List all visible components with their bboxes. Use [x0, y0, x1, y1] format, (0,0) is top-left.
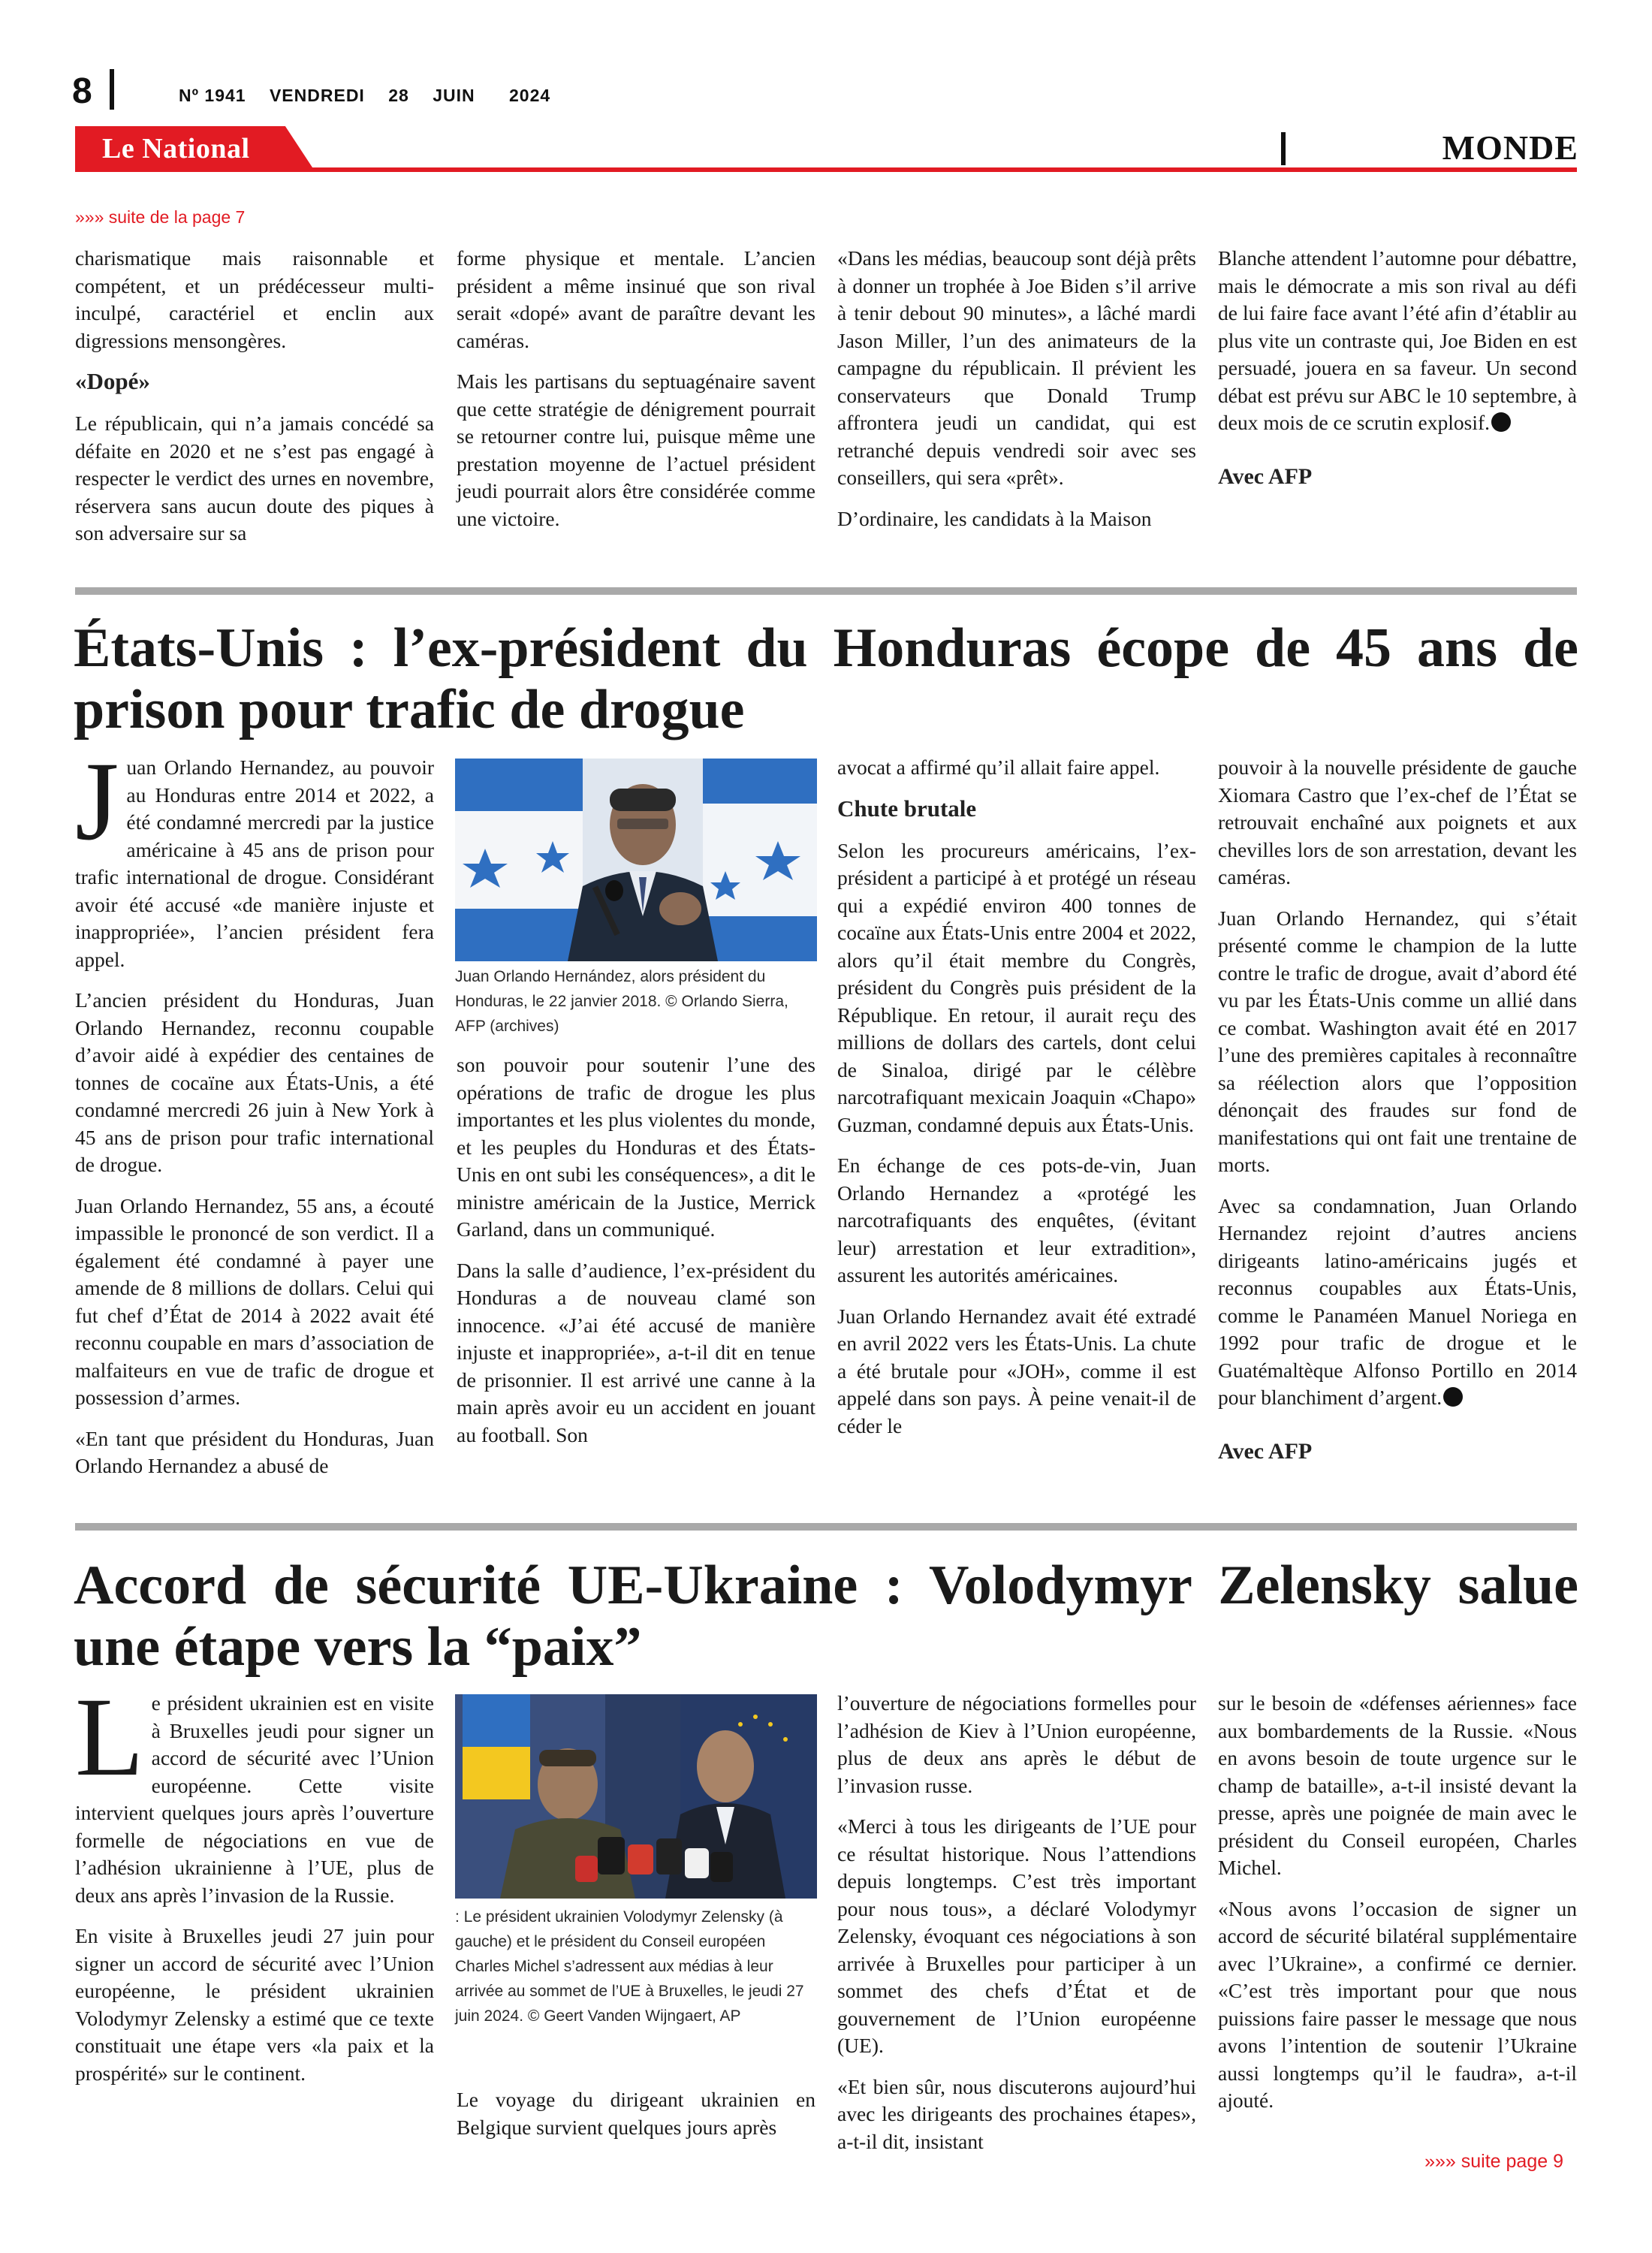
article1-column-4: [1218, 245, 1577, 490]
paragraph: Juan Orlando Hernandez avait été extradé en avril 2022 vers les États-Unis. La chute a été brutale pour «JOH», comme il est appelé dans son pays. À peine venait-il de céder le: [837, 1304, 1196, 1437]
newspaper-name: Le National: [102, 133, 250, 164]
issue-number: Nº 1941: [179, 86, 246, 105]
page-number: 8: [72, 71, 92, 111]
zelensky-michel-photo: [455, 1694, 817, 1899]
article3-column-2: [457, 2086, 815, 2141]
hernandez-photo: [455, 759, 817, 961]
article3-column-1: [75, 1675, 434, 2087]
paragraph: Le voyage du dirigeant ukrainien en Belgique survient quelques jours après: [457, 2088, 815, 2139]
paragraph: Avec sa condamnation, Juan Orlando Hernandez rejoint d’autres anciens dirigeants latino-américains jugés et reconnus coupables aux États-Unis, comme le Panaméen Manuel Noriega en 1992 pour trafic de drogue et le Guatémaltèque Alfonso Portillo en 2014 pour blanchiment d’argent.: [1218, 1193, 1577, 1409]
paragraph: D’ordinaire, les candidats à la Maison: [837, 506, 1152, 530]
article2-lead: uan Orlando Hernandez, au pouvoir au Honduras entre 2014 et 2022, a été condamné mercredi par la justice américaine à 45 ans de prison pour trafic international de drogue. Considérant avoir été accusé «de manière injuste et inappropriée», l’ancien président fera appel.: [75, 756, 434, 971]
paragraph: Mais les partisans du septuagénaire savent que cette stratégie de dénigrement pourrait se retourner contre lui, puisque même une prestation moyenne de l’actuel président jeudi pourrait alors être considérée comme une victoire.: [457, 369, 815, 530]
zelensky-photo-caption: : Le président ukrainien Volodymyr Zelensky (à gauche) et le président du Conseil européen Charles Michel s’adressent aux médias à leur arrivée au sommet de l’UE à Bruxelles, le jeudi 27 juin 2024. © Geert Vanden Wijngaert, AP: [455, 1908, 804, 2025]
paragraph: «Nous avons l’occasion de signer un accord de sécurité bilatéral supplémentaire avec l’Ukraine», a confirmé ce dernier. «C’est très important pour que nous puissions faire passer le message que nous avons l’intention de soutenir l’Ukraine aussi longtemps qu’il le faudra», a-t-il ajouté.: [1218, 1896, 1577, 2112]
paragraph: pouvoir à la nouvelle présidente de gauche Xiomara Castro que l’ex-chef de l’État se retrouvait enchaîné aux poignets et aux chevilles lors de son arrestation, devant les caméras.: [1218, 756, 1577, 888]
end-mark-icon: [1491, 412, 1511, 432]
header-divider: [110, 69, 114, 110]
paragraph: L’ancien président du Honduras, Juan Orlando Hernandez, reconnu coupable d’avoir aidé à expédier des centaines de tonnes de cocaïne aux États-Unis, a été condamné mercredi 26 juin à New York à 45 ans de prison pour trafic international de drogue.: [75, 988, 434, 1176]
article2-headline: États-Unis : l’ex-président du Honduras écope de 45 ans de prison pour trafic de drogue: [74, 617, 1578, 740]
article1-column-3: [837, 245, 1196, 532]
issue-weekday: VENDREDI: [269, 86, 365, 105]
paragraph: avocat a affirmé qu’il allait faire appel.: [837, 756, 1160, 779]
paragraph: «Dans les médias, beaucoup sont déjà prêts à donner un trophée à Joe Biden s’il arrive à tenir debout 90 minutes», a lâché mardi Jason Miller, l’un des animateurs de la campagne du républicain. Il prévient les conservateurs que Donald Trump affrontera jeudi un candidat, qui est retranché depuis vendredi soir avec ses conseillers, qui sera «prêt».: [837, 246, 1196, 489]
article-divider: [75, 587, 1577, 595]
paragraph: Dans la salle d’audience, l’ex-président du Honduras a de nouveau clamé son innocence. «J’ai été accusé de manière injuste et inappropriée», a-t-il dit en tenue de prisonnier. Il est arrivé une canne à la main après avoir eu un accident en jouant au football. Son: [457, 1258, 815, 1446]
issue-year: 2024: [509, 86, 551, 105]
dropcap: L: [75, 1675, 144, 1799]
paragraph: «Et bien sûr, nous discuterons aujourd’hui avec les dirigeants des prochaines étapes», a-t-il dit, insistant: [837, 2074, 1196, 2153]
paragraph: Le républicain, qui n’a jamais concédé sa défaite en 2020 et ne s’est pas engagé à respecter le verdict des urnes en novembre, réservera sans aucun doute des piques à son adversaire sur sa: [75, 412, 434, 544]
end-mark-icon: [1443, 1387, 1463, 1407]
article3-column-3: [837, 1690, 1196, 2155]
paragraph: l’ouverture de négociations formelles pour l’adhésion de Kiev à l’Union européenne, plus de deux ans après le début de l’invasion russe.: [837, 1691, 1196, 1797]
article-divider: [75, 1523, 1577, 1531]
section-divider: [1281, 132, 1286, 165]
paragraph: forme physique et mentale. L’ancien président a même insinué que son rival serait «dopé» avant de paraître devant les caméras.: [457, 246, 815, 352]
article1-subhead: «Dopé»: [75, 368, 150, 394]
article2-subhead: Chute brutale: [837, 795, 977, 822]
continued-on[interactable]: »»» suite page 9: [1424, 2151, 1563, 2172]
paragraph: sur le besoin de «défenses aériennes» face aux bombardements de la Russie. «Nous en avons besoin de toute urgence sur le champ de bataille», a-t-il insisté devant la presse, après une poignée de main avec le président du Conseil européen, Charles Michel.: [1218, 1691, 1577, 1879]
article2-column-2: [457, 1051, 815, 1449]
article2-column-1: [75, 739, 434, 1480]
paragraph: «Merci à tous les dirigeants de l’UE pour ce résultat historique. Nous l’attendions depuis longtemps. C’est très important pour nous tous», a déclaré Volodymyr Zelensky, évoquant ces négociations à son arrivée à Bruxelles pour participer à un sommet des chefs d’État et de gouvernement de l’Union européenne (UE).: [837, 1814, 1196, 2057]
issue-info: [179, 86, 568, 106]
hernandez-photo-caption: Juan Orlando Hernández, alors président du Honduras, le 22 janvier 2018. © Orlando Sierra, AFP (archives): [455, 968, 788, 1035]
paragraph: «En tant que président du Honduras, Juan Orlando Hernandez a abusé de: [75, 1426, 434, 1477]
article2-signature: Avec AFP: [1218, 1438, 1313, 1464]
issue-day: 28: [388, 86, 409, 105]
article1-column-2: [457, 245, 815, 532]
article3-headline: Accord de sécurité UE-Ukraine : Volodymyr Zelensky salue une étape vers la “paix”: [74, 1555, 1578, 1678]
section-title: MONDE: [1442, 128, 1578, 167]
header-rule: [75, 167, 1577, 172]
article2-column-4: [1218, 754, 1577, 1464]
article3-lead: e président ukrainien est en visite à Bruxelles jeudi pour signer un accord de sécurité avec l’Union européenne. Cette visite intervient quelques jours après l’ouverture formelle de négociations en vue de l’adhésion ukrainienne à l’UE, plus de deux ans après l’invasion de la Russie.: [75, 1691, 434, 1907]
article2-column-3: [837, 754, 1196, 1440]
paragraph: Juan Orlando Hernandez, 55 ans, a écouté impassible le prononcé de son verdict. Il a également été condamné à payer une amende de 8 millions de dollars. Celui qui fut chef d’État de 2014 à 2022 avait été reconnu coupable en mars d’association de malfaiteurs en vue de trafic de drogue et possession d’armes.: [75, 1193, 434, 1409]
article3-column-4: [1218, 1690, 1577, 2115]
paragraph: Blanche attendent l’automne pour débattre, mais le démocrate a mis son rival au défi de lui faire face avant l’été afin d’établir au plus vite un contraste qui, Joe Biden en est persuadé, jouera en sa faveur. Un second débat est prévu sur ABC le 10 septembre, à deux mois de ce scrutin explosif.: [1218, 246, 1577, 434]
continued-from[interactable]: »»» suite de la page 7: [75, 207, 246, 227]
paragraph: Juan Orlando Hernandez, qui s’était présenté comme le champion de la lutte contre le trafic de drogue, avait d’abord été vu par les États-Unis comme un allié dans ce combat. Washington avait été en 2017 l’une des premières capitales à reconnaître sa réélection alors que l’opposition dénonçait des fraudes sur fond de manifestations qui ont fait une trentaine de morts.: [1218, 906, 1577, 1176]
issue-month: JUIN: [433, 86, 475, 105]
paragraph: Selon les procureurs américains, l’ex-président a participé à et protégé un réseau qui a expédié environ 400 tonnes de cocaïne aux États-Unis entre 2004 et 2022, alors qu’il était membre du Congrès, président du Congrès puis président de la République. En retour, il aurait reçu des millions de dollars des cartels, dont celui de Sinaloa, dirigé par le célèbre narcotrafiquant mexicain Joaquin «Chapo» Guzman, condamné depuis aux États-Unis.: [837, 838, 1196, 1136]
article1-column-1: [75, 245, 434, 547]
dropcap: J: [75, 739, 119, 864]
paragraph: En visite à Bruxelles jeudi 27 juin pour signer un accord de sécurité avec l’Union européenne, le président ukrainien Volodymyr Zelensky a estimé que ce texte constituait une étape vers «la paix et la prospérité» sur le continent.: [75, 1924, 434, 2085]
article1-signature: Avec AFP: [1218, 463, 1313, 489]
paragraph: son pouvoir pour soutenir l’une des opérations de trafic de drogue les plus importantes et les plus violentes du monde, et les peuples du Honduras et des États-Unis en ont subi les conséquences», a dit le ministre américain de la Justice, Merrick Garland, dans un communiqué.: [457, 1053, 815, 1241]
paragraph: En échange de ces pots-de-vin, Juan Orlando Hernandez a «protégé les narcotrafiquants des enquêtes, (évitant leur) arrestation et leur extradition», assurent les autorités américaines.: [837, 1154, 1196, 1286]
paragraph: charismatique mais raisonnable et compétent, et un prédécesseur multi-inculpé, caractériel et enclin aux digressions mensongères.: [75, 246, 434, 352]
